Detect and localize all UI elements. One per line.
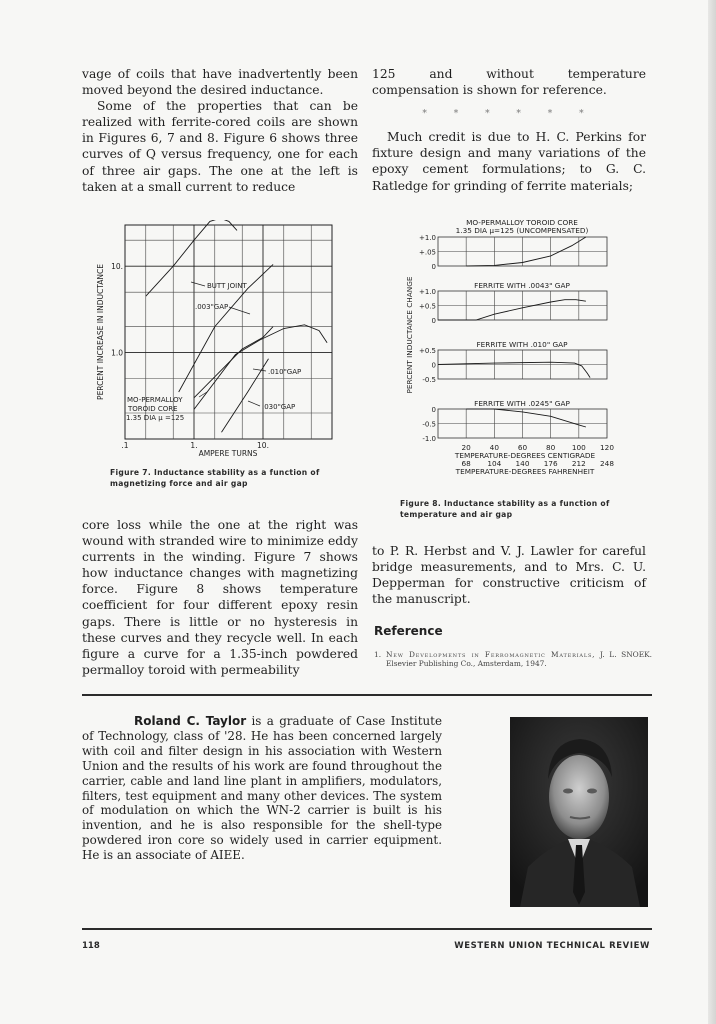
x-axis-label: AMPERE TURNS: [198, 449, 258, 458]
y-tick-label: 0: [431, 406, 436, 414]
y-tick-label: 1.0: [111, 348, 123, 358]
annotation-arrow: [253, 369, 266, 371]
series-line: [194, 325, 327, 410]
x-tick-label: 20: [461, 443, 471, 452]
y-tick-label: 0: [431, 361, 436, 370]
x-tick-label: 10.: [257, 441, 269, 450]
y-tick-label: +1.0: [419, 288, 436, 296]
chart-panel: [422, 399, 607, 443]
annotation-label: MO-PERMALLOY: [127, 396, 183, 404]
annotation-arrow: [229, 307, 250, 314]
x-axis-label: TEMPERATURE-DEGREES CENTIGRADE: [454, 451, 596, 460]
panel-title: MO-PERMALLOY TOROID CORE: [466, 218, 578, 227]
series-line: [222, 359, 269, 433]
x-tick-label-fahrenheit: 212: [571, 459, 586, 468]
series-line: [438, 300, 586, 320]
page-edge-shadow: [708, 0, 716, 1024]
paragraph: core loss while the one at the right was wound with stranded wire to minimize eddy currents in the winding. Figure 7 shows how inductance changes with magnetizing force. Figure 8 shows temperature coefficient for four different epoxy resin gaps. There is little or no hysteresis in these curves and they recycle well. In each figure a curve for a 1.35-inch powdered permalloy toroid with permeability: [82, 518, 358, 677]
annotation-label: .010"GAP: [268, 368, 302, 376]
reference-item: [374, 650, 652, 668]
figure-8-caption: Figure 8. Inductance stability as a function of temperature and air gap: [400, 499, 610, 519]
panel-title: FERRITE WITH .010" GAP: [476, 340, 568, 349]
annotation-arrow: [248, 401, 260, 406]
reference-number: 1.: [374, 650, 382, 659]
panel-subtitle: 1.35 DIA μ=125 (UNCOMPENSATED): [455, 226, 589, 235]
x-tick-label: 80: [546, 443, 556, 452]
y-tick-label: +.05: [419, 248, 436, 257]
portrait-illustration: [510, 717, 648, 907]
y-tick-label: +0.5: [419, 347, 436, 355]
section-divider: [82, 694, 652, 696]
paragraph: Some of the properties that can be realized with ferrite-cored coils are shown in Figures 6, 7 and 8. Figure 6 shows three curves of Q versus frequency, one for each of three air gaps. The one at the left is taken at a small current to reduce: [82, 99, 358, 194]
y-tick-label: 10.: [111, 262, 123, 272]
author-bio-text: is a graduate of Case Institute of Technology, class of '28. He has been concerned largely with coil and filter design in his association with Western Union and the results of his work are found throughout the carrier, cable and land line plant in amplifiers, modulators, filters, test equipment and many other devices. The system of modulation on which the WN-2 carrier is built is his invention, and he is also responsible for the shell-type powdered iron core so widely used in carrier equipment. He is an associate of AIEE.: [82, 714, 442, 863]
y-tick-label: -0.5: [422, 376, 436, 384]
chart-panel: [419, 340, 607, 384]
y-tick-label: +1.0: [419, 234, 436, 242]
x-tick-label-fahrenheit: 140: [515, 459, 530, 468]
x-tick-label: 100: [571, 443, 586, 452]
author-name: Roland C. Taylor: [134, 714, 247, 728]
y-axis-label: PERCENT INDUCTANCE CHANGE: [405, 276, 414, 394]
annotation-label: TOROID CORE: [128, 405, 178, 413]
figure-7-caption: Figure 7. Inductance stability as a function of magnetizing force and air gap: [110, 468, 320, 488]
y-tick-label: 0: [431, 263, 436, 271]
x-tick-label-fahrenheit: 68: [461, 459, 471, 468]
reference-body: [386, 650, 652, 668]
y-axis-label: PERCENT INCREASE IN INDUCTANCE: [96, 264, 105, 400]
paragraph: to P. R. Herbst and V. J. Lawler for careful bridge measurements, and to Mrs. C. U. Depperman for constructive criticism of the manuscript.: [372, 544, 646, 607]
x-tick-label-fahrenheit: 248: [600, 459, 614, 468]
y-tick-label: +0.5: [419, 302, 436, 311]
author-bio: [82, 714, 442, 863]
x-tick-label: 60: [517, 443, 528, 452]
panel-title: FERRITE WITH .0245" GAP: [474, 399, 570, 408]
x-tick-label-fahrenheit: 104: [487, 459, 502, 468]
paragraph: Much credit is due to H. C. Perkins for fixture design and many variations of the epoxy cement formulations; to G. C. Ratledge for grinding of ferrite materials;: [372, 130, 646, 193]
annotation-arrow: [191, 282, 205, 286]
page-number: 118: [82, 941, 100, 951]
x-tick-label: .1: [121, 441, 129, 450]
paragraph: 125 and without temperature compensation is shown for reference.: [372, 67, 646, 98]
x-tick-label: 1.: [190, 441, 198, 450]
author-portrait-photo: [510, 717, 648, 907]
annotation-label: .030"GAP: [262, 403, 296, 411]
chart-panel: [419, 281, 607, 325]
reference-details: J. L. SNOEK. Elsevier Publishing Co., Amsterdam, 1947.: [386, 650, 652, 668]
panel-title: FERRITE WITH .0043" GAP: [474, 281, 570, 290]
x-axis-label-fahrenheit: TEMPERATURE-DEGREES FAHRENHEIT: [455, 467, 595, 476]
figure-7-chart: [95, 220, 345, 460]
series-line: [194, 327, 273, 398]
publication-title: WESTERN UNION TECHNICAL REVIEW: [454, 941, 650, 951]
section-separator: * * * * * *: [422, 109, 596, 120]
figure-8-chart: [400, 215, 645, 495]
x-tick-label: 120: [600, 443, 614, 452]
chart-panel: [419, 218, 607, 271]
y-tick-label: 0: [431, 317, 436, 325]
annotation-label: BUTT JOINT: [207, 282, 247, 290]
reference-title: New Developments in Ferromagnetic Materials,: [386, 650, 596, 659]
series-line: [466, 409, 586, 427]
left-column-top-text: [82, 66, 358, 195]
y-tick-label: -0.5: [422, 420, 436, 429]
x-tick-label-fahrenheit: 176: [543, 459, 558, 468]
reference-heading: Reference: [374, 624, 443, 638]
annotation-label: .003"GAP: [195, 303, 229, 311]
right-column-bottom-text: [372, 543, 646, 607]
y-tick-label: -1.0: [422, 435, 436, 443]
paragraph: vage of coils that have inadvertently been moved beyond the desired inductance.: [82, 67, 358, 98]
x-tick-label: 40: [489, 443, 499, 452]
left-column-bottom-text: [82, 517, 358, 678]
footer-divider: [82, 928, 652, 930]
right-column-top-text: [372, 66, 646, 194]
annotation-label: 1.35 DIA μ =125: [126, 414, 185, 422]
